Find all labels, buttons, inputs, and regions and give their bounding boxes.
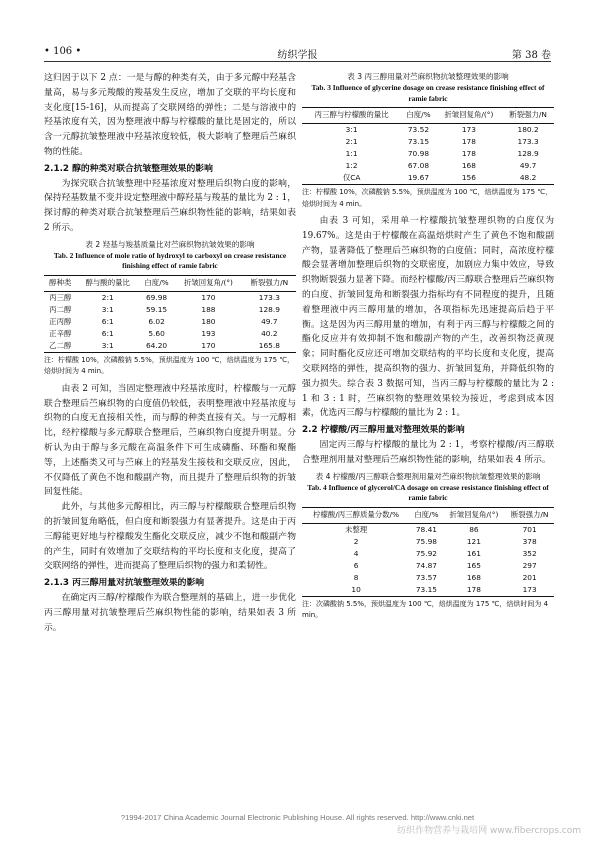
table-cell: 188 [201,304,216,314]
section-2-1-2-paragraph-1: 为探究联合抗皱整理中羟基浓度对整理后织物白度的影响，保持羟基数量不变并设定整理液中醇羟基与羧基的量比为 2 : 1，探讨醇的种类对联合抗皱整理后苎麻织物性能的影响，结果如表 2 所示。 [44,178,296,233]
table-cell: 352 [522,548,537,558]
table-row [44,340,296,353]
table-cell: 49.7 [519,161,537,170]
table-cell: 5.60 [148,328,165,338]
volume-label: 第 38 卷 [511,50,551,61]
table-cell: 73.15 [407,137,430,146]
table-cell: 701 [522,524,537,534]
section-2-1-2-heading: 2.1.2 醇的种类对联合抗皱整理效果的影响 [44,163,213,174]
table-row [302,560,554,572]
page-number: • 106 • [44,46,82,57]
table-cell: 1:1 [345,149,358,158]
table-row [302,160,554,172]
site-watermark: 纺织作物营养与栽培网 www.fibercrops.com [397,826,581,836]
table-cell: 180.2 [517,125,539,134]
table-cell: 75.92 [415,548,437,558]
table-cell: 4 [353,548,359,558]
table-cell: 乙二醇 [44,340,77,353]
table-cell: 173 [461,125,476,134]
table-cell: 78.41 [415,524,437,534]
table-cell: 正辛醇 [49,328,72,338]
table-2-header-row [44,275,296,291]
table-row [302,548,554,560]
table-cell: 128.9 [258,304,280,314]
table-row [44,291,296,304]
table-cell: 180 [201,316,216,326]
table-cell: 丙三醇 [49,292,72,302]
table-cell: 69.98 [145,292,168,302]
table-cell: 74.87 [415,560,437,570]
table-2-header-cell: 断裂强力/N [243,275,296,291]
table-cell: 86 [469,524,479,534]
table-cell: 正丙醇 [49,316,72,326]
table-2-header-cell: 醇种类 [44,275,77,291]
table-cell: 40.2 [261,328,278,338]
table-row [44,316,296,328]
table-row [302,172,554,185]
table-cell: 未整理 [345,524,368,534]
table-cell: 297 [522,560,537,570]
table-cell: 1:2 [345,161,358,170]
table-3-note: 注：柠檬酸 10%，次磷酸钠 5.5%，预烘温度为 100 ℃，焙烘温度为 175 ℃，焙烘时间为 4 min。 [302,188,553,208]
table-cell: 73.15 [410,584,442,597]
journal-name: 纺织学报 [277,50,318,61]
table-2-caption-en: Tab. 2 Influence of mole ratio of hydroxyl to carboxyl on crease resistance finishing effect of ramie fabric [53,250,287,271]
section-2-1-3-heading: 2.1.3 丙三醇用量对抗皱整理效果的影响 [44,578,205,589]
table-cell: 121 [466,536,481,546]
table-3-header-cell: 折皱回复角/(°) [436,108,503,124]
table-cell: 6:1 [101,316,114,326]
section-2-1-2-paragraph-2: 由表 2 可知，当固定整理液中羟基浓度时，柠檬酸与一元醇联合整理后苎麻织物的白度值仍较低，表明整理液中羟基浓度与织物的白度无直接相关性，而与醇的种类直接有关。与一元醇相比，经柠檬酸与多元醇联合整理后，苎麻织物白度提升明显。分析认为由于醇与多元酸在高温条件下可生成磷酯、环酯和聚酯等，上述酯类又可与苎麻上的羟基发生接枝和交联反应，因此，不仅降低了黄色不饱和酸副产物，而且提升了整理后织物的折皱回复性能。 [44,383,296,498]
table-row [302,136,554,148]
table-2-header-cell: 白度/% [139,275,174,291]
table-4-header-row [302,507,554,523]
table-cell: 19.67 [401,172,435,185]
table-4-header-cell: 白度/% [410,507,442,523]
table-3-caption-cn: 表 3 丙三醇用量对苎麻织物抗皱整理效果的影响 [347,72,509,81]
table-4-caption-en: Tab. 4 Influence of glycerol/CA dosage on crease resistance finishing effect of ramie fabric [307,482,549,503]
table-cell: 10 [302,584,410,597]
header-rule [44,61,551,62]
table-3 [302,107,554,185]
table-3-header-row [302,108,554,124]
table-cell: 161 [466,548,481,558]
table-3-caption-en: Tab. 3 Influence of glycerine dosage on crease resistance finishing effect of ramie fabric [311,83,545,103]
table-2 [44,275,296,353]
table-3-header-cell: 白度/% [401,108,435,124]
table-cell: 6.02 [148,316,165,326]
table-4-caption-cn: 表 4 柠檬酸/丙三醇联合整理剂用量对苎麻织物抗皱整理效果的影响 [315,471,541,481]
table-cell: 8 [353,572,359,582]
table-row [302,148,554,160]
running-header [44,46,551,60]
table-cell: 2:1 [101,292,114,302]
table-cell: 丙二醇 [49,304,72,314]
table-cell: 49.7 [261,316,278,326]
table-4-header-cell: 折皱回复角/(°) [443,507,506,523]
table-cell: 6:1 [101,328,114,338]
table-4-note: 注：次磷酸钠 5.5%，预烘温度为 100 ℃，焙烘温度为 175 ℃，焙烘时间为 4 min。 [302,599,549,620]
table-cell: 2 [353,536,359,546]
table-cell: 173.3 [517,137,539,146]
table-cell: 仅CA [302,172,401,185]
table-cell: 73.52 [407,125,430,134]
table-row [302,523,554,536]
table-row [302,572,554,584]
section-2-1-2-paragraph-3: 此外，与其他多元醇相比，丙三醇与柠檬酸联合整理后织物的折皱回复角略低，但白度和断裂强力有显著提升。这是由于丙三醇能更好地与柠檬酸发生酯化交联反应，减少不饱和酸副产物的产生，同时有效增加了交联结构的平均长度和支化度，提高了交联网络的弹性，进而提高了整理后织物的强力和柔韧性。 [44,502,296,572]
table-cell: 128.9 [517,149,539,158]
table-cell: 170 [201,292,216,302]
table-cell: 59.15 [145,304,168,314]
table-cell: 178 [443,584,506,597]
table-cell: 173 [505,584,554,597]
table-cell: 3:1 [77,340,139,353]
table-row [302,536,554,548]
table-cell: 70.98 [407,149,430,158]
table-cell: 170 [174,340,242,353]
table-cell: 178 [461,149,476,158]
table-cell: 168 [466,572,481,582]
table-row [302,584,554,597]
copyright-footer: ?1994-2017 China Academic Journal Electronic Publishing House. All rights reserved. http://www.cnki.net [120,813,475,822]
left-column [44,71,296,635]
table-4 [302,507,554,597]
table-3-discussion-paragraph: 由表 3 可知，采用单一柠檬酸抗皱整理织物的白度仅为 19.67%。这是由于柠檬酸在高温焙烘时产生了黄色不饱和酸副产物，显著降低了整理后苎麻织物的白度值；同时，高浓度柠檬酸会显著增加整理后织物的交联密度，加剧应力集中效应，导致织物断裂强力显著下降。而经柠檬酸/丙三醇联合整理后苎麻织物的白度、折皱回复角和断裂强力指标均有不同程度的提升，且随着整理液中丙三醇用量的增加，各项指标先迅速提高后趋于平衡。这是因为丙三醇用量的增加，有利于丙三醇与柠檬酸之间的酯化反应并有效抑制不饱和酸副产物的产生，改善织物泛黄现象；同时酯化反应还可增加交联结构的平均长度和支化度，提高交联网络的弹性，提高织物的强力、折皱回复角，并降低织物的强力损失。综合表 3 数据可知，当丙三醇与柠檬酸的量比为 2 : 1 和 3 : 1 时，苎麻织物的整理效果较为接近，考虑到成本因素，优选丙三醇与柠檬酸的量比为 2 : 1。 [302,216,554,419]
table-cell: 6 [353,560,359,570]
table-4-header-cell: 断裂强力/N [505,507,554,523]
table-cell: 2:1 [345,137,358,146]
table-row [44,328,296,340]
right-column [302,71,554,626]
table-cell: 193 [201,328,216,338]
table-2-header-cell: 醇与酸的量比 [77,275,139,291]
table-4-header-cell: 柠檬酸/丙三醇质量分数/% [302,507,410,523]
table-cell: 378 [522,536,537,546]
table-cell: 48.2 [502,172,554,185]
intro-paragraph: 这归因于以下 2 点：一是与醇的种类有关，由于多元醇中羟基含量高，易与多元羧酸的羧基发生反应，增加了交联的平均长度和支化度[15-16]，从而提高了交联网络的弹性；二是与溶液中的羟基浓度有关，因为整理液中醇与柠檬酸的量比是固定的，所以含一元醇抗皱整理液中羟基浓度较低，极大影响了整理后苎麻织物的性能。 [44,73,296,157]
table-2-caption-cn: 表 2 羟基与羧基质量比对苎麻织物抗皱效果的影响 [85,239,255,249]
table-cell: 73.57 [415,572,437,582]
table-cell: 75.98 [415,536,437,546]
table-row [44,304,296,316]
table-cell: 165.8 [243,340,296,353]
table-cell: 201 [522,572,537,582]
table-cell: 3:1 [101,304,114,314]
table-cell: 168 [461,161,476,170]
table-2-header-cell: 折皱回复角/(°) [174,275,242,291]
section-2-2-paragraph: 固定丙三醇与柠檬酸的量比为 2 : 1，考察柠檬酸/丙三醇联合整理剂用量对整理后苎麻织物性能的影响，结果如表 4 所示。 [302,439,554,465]
table-3-header-cell: 断裂强力/N [502,108,554,124]
table-cell: 173.3 [258,292,280,302]
section-2-2-heading: 2.2 柠檬酸/丙三醇用量对整理效果的影响 [302,425,465,436]
table-row [302,124,554,137]
table-cell: 64.20 [139,340,174,353]
table-cell: 3:1 [345,125,358,134]
table-cell: 67.08 [407,161,430,170]
table-cell: 178 [461,137,476,146]
section-2-1-3-paragraph: 在确定丙三醇/柠檬酸作为联合整理剂的基础上，进一步优化丙三醇用量对抗皱整理后苎麻织物性能的影响，结果如表 3 所示。 [44,592,296,633]
table-cell: 156 [436,172,503,185]
table-cell: 165 [466,560,481,570]
table-2-note: 注：柠檬酸 10%，次磷酸钠 5.5%，预烘温度为 100 ℃，焙烘温度为 175 ℃，焙烘时间为 4 min。 [44,355,295,376]
table-3-header-cell: 丙三醇与柠檬酸的量比 [302,108,401,124]
